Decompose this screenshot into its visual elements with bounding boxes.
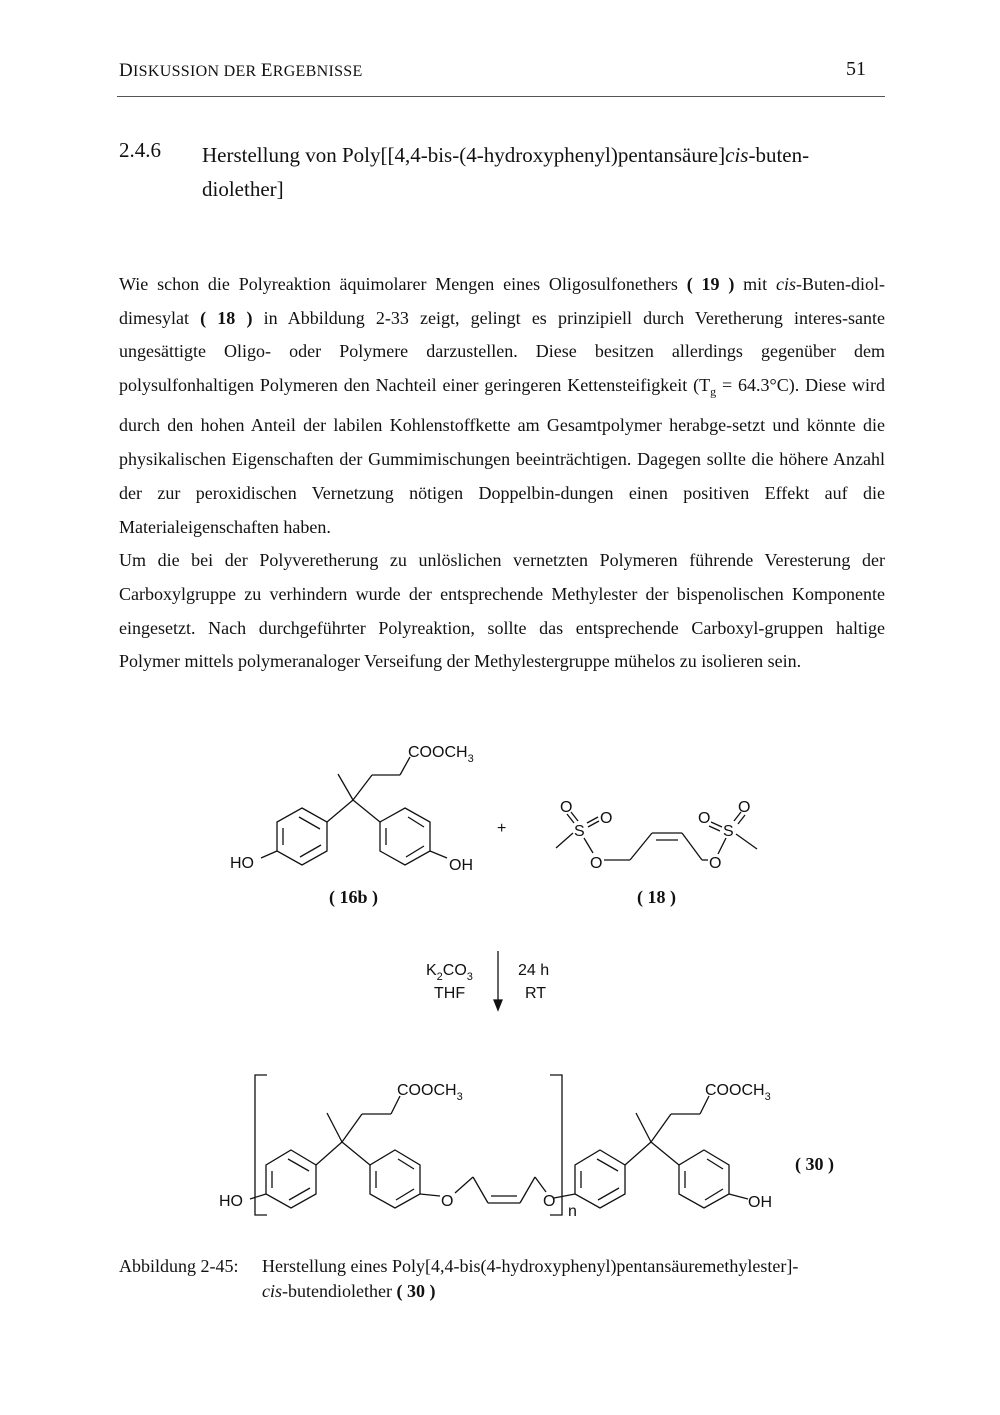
paragraph-text: in Abbildung 2-33 zeigt, gelingt es prinzipiell durch Veretherung interes-sante ungesättigte Oligo- oder Polymere darzustellen. Diese besitzen allerdings gegenüber dem polysulfonhaltigen Polymeren den Nachteil einer geringeren Kettensteifigkeit (T — [119, 307, 885, 396]
paragraph-text: mit — [734, 274, 777, 294]
paragraph-text: = 64.3°C). Diese wird durch den hohen Anteil der labilen Kohlenstoffkette am Gesamtpolymer herabge-setzt und könnte die physikalischen Eigenschaften der Gummimischungen beeinträchtigen. Dagegen sollte die höhere Anzahl der zur peroxidischen Vernetzung nötigen Doppelbin-dungen einen positiven Effekt auf die Materialeigenschaften haben. — [119, 375, 886, 537]
caption-italic: cis — [262, 1281, 282, 1301]
ester-group-label: $COOCH_3$ — [397, 1082, 463, 1103]
paragraph-text: Wie schon die Polyreaktion äquimolarer Mengen eines Oligosulfonethers — [119, 274, 687, 294]
tg-subscript: g — [710, 384, 717, 399]
section-title-text: Herstellung von Poly[[4,4-bis-(4-hydroxyphenyl)pentansäure] — [202, 143, 726, 167]
header-initial: D — [119, 60, 134, 81]
running-header — [119, 60, 363, 82]
compound-label-30: ( 30 ) — [795, 1154, 834, 1174]
compound-label-18: ( 18 ) — [637, 887, 676, 907]
section-number: 2.4.6 — [119, 138, 161, 162]
oxygen-label: O — [543, 1193, 556, 1210]
caption-text: -butendiolether — [282, 1281, 397, 1301]
hydroxy-label: OH — [449, 857, 473, 874]
reagent-k2co3: $K_2CO_3$ — [426, 962, 473, 983]
product-30-structure — [219, 1075, 772, 1220]
compound-label-16b: ( 16b ) — [329, 887, 378, 907]
caption-text: Herstellung eines Poly[4,4-bis(4-hydroxyphenyl)pentansäuremethylester]- — [262, 1256, 799, 1276]
header-text: RGEBNISSE — [272, 63, 363, 80]
compound-ref-19: ( 19 ) — [686, 274, 735, 294]
reaction-time: 24 h — [518, 962, 550, 979]
oxygen-label: O — [600, 810, 613, 827]
figure-caption-text — [262, 1254, 882, 1304]
oxygen-label: O — [560, 799, 573, 816]
plus-sign: + — [497, 820, 507, 837]
header-text: ISKUSSION DER — [133, 63, 261, 80]
compound-18-structure — [556, 799, 757, 872]
hydroxy-label: HO — [230, 855, 254, 872]
page-number: 51 — [846, 58, 866, 80]
header-initial: E — [260, 60, 273, 81]
compound-ref-30: ( 30 ) — [396, 1281, 436, 1301]
paragraph-1 — [119, 268, 885, 544]
temperature-label: RT — [525, 985, 547, 1002]
body-text — [119, 268, 885, 679]
section-title-text: -buten- — [748, 143, 810, 167]
ester-group-label: $COOCH_3$ — [705, 1082, 771, 1103]
hydroxy-label: OH — [748, 1194, 772, 1211]
compound-ref-18: ( 18 ) — [200, 307, 253, 328]
hydroxy-label: HO — [219, 1193, 243, 1210]
oxygen-label: O — [590, 855, 603, 872]
reaction-arrow — [494, 951, 502, 1010]
paragraph-italic: cis — [776, 274, 797, 294]
header-rule — [117, 96, 885, 97]
oxygen-label: O — [738, 799, 751, 816]
ester-group-label: $COOCH_3$ — [408, 744, 474, 765]
paragraph-text: -Buten-diol-dimesylat — [119, 274, 885, 328]
sulfur-label: S — [723, 823, 734, 840]
solvent-label: THF — [434, 985, 466, 1002]
oxygen-label: O — [709, 855, 722, 872]
repeat-unit-n: n — [568, 1203, 577, 1220]
figure-caption-label: Abbildung 2-45: — [119, 1256, 239, 1276]
sulfur-label: S — [574, 823, 585, 840]
paragraph-2: Um die bei der Polyveretherung zu unlöslichen vernetzten Polymeren führende Veresterung der Carboxylgruppe zu verhindern wurde der entsprechende Methylester der bispenolischen Komponente eingesetzt. Nach durchgeführter Polyreaktion, sollte das entsprechende Carboxyl-gruppen haltige Polymer mittels polymeranaloger Verseifung der Methylestergruppe mühelos zu isolieren sein. — [119, 550, 885, 672]
section-title — [202, 138, 882, 206]
oxygen-label: O — [441, 1193, 454, 1210]
section-title-italic: cis — [725, 143, 749, 167]
section-title-line2: diolether] — [202, 177, 284, 201]
oxygen-label: O — [698, 810, 711, 827]
compound-16b-structure — [230, 744, 474, 874]
